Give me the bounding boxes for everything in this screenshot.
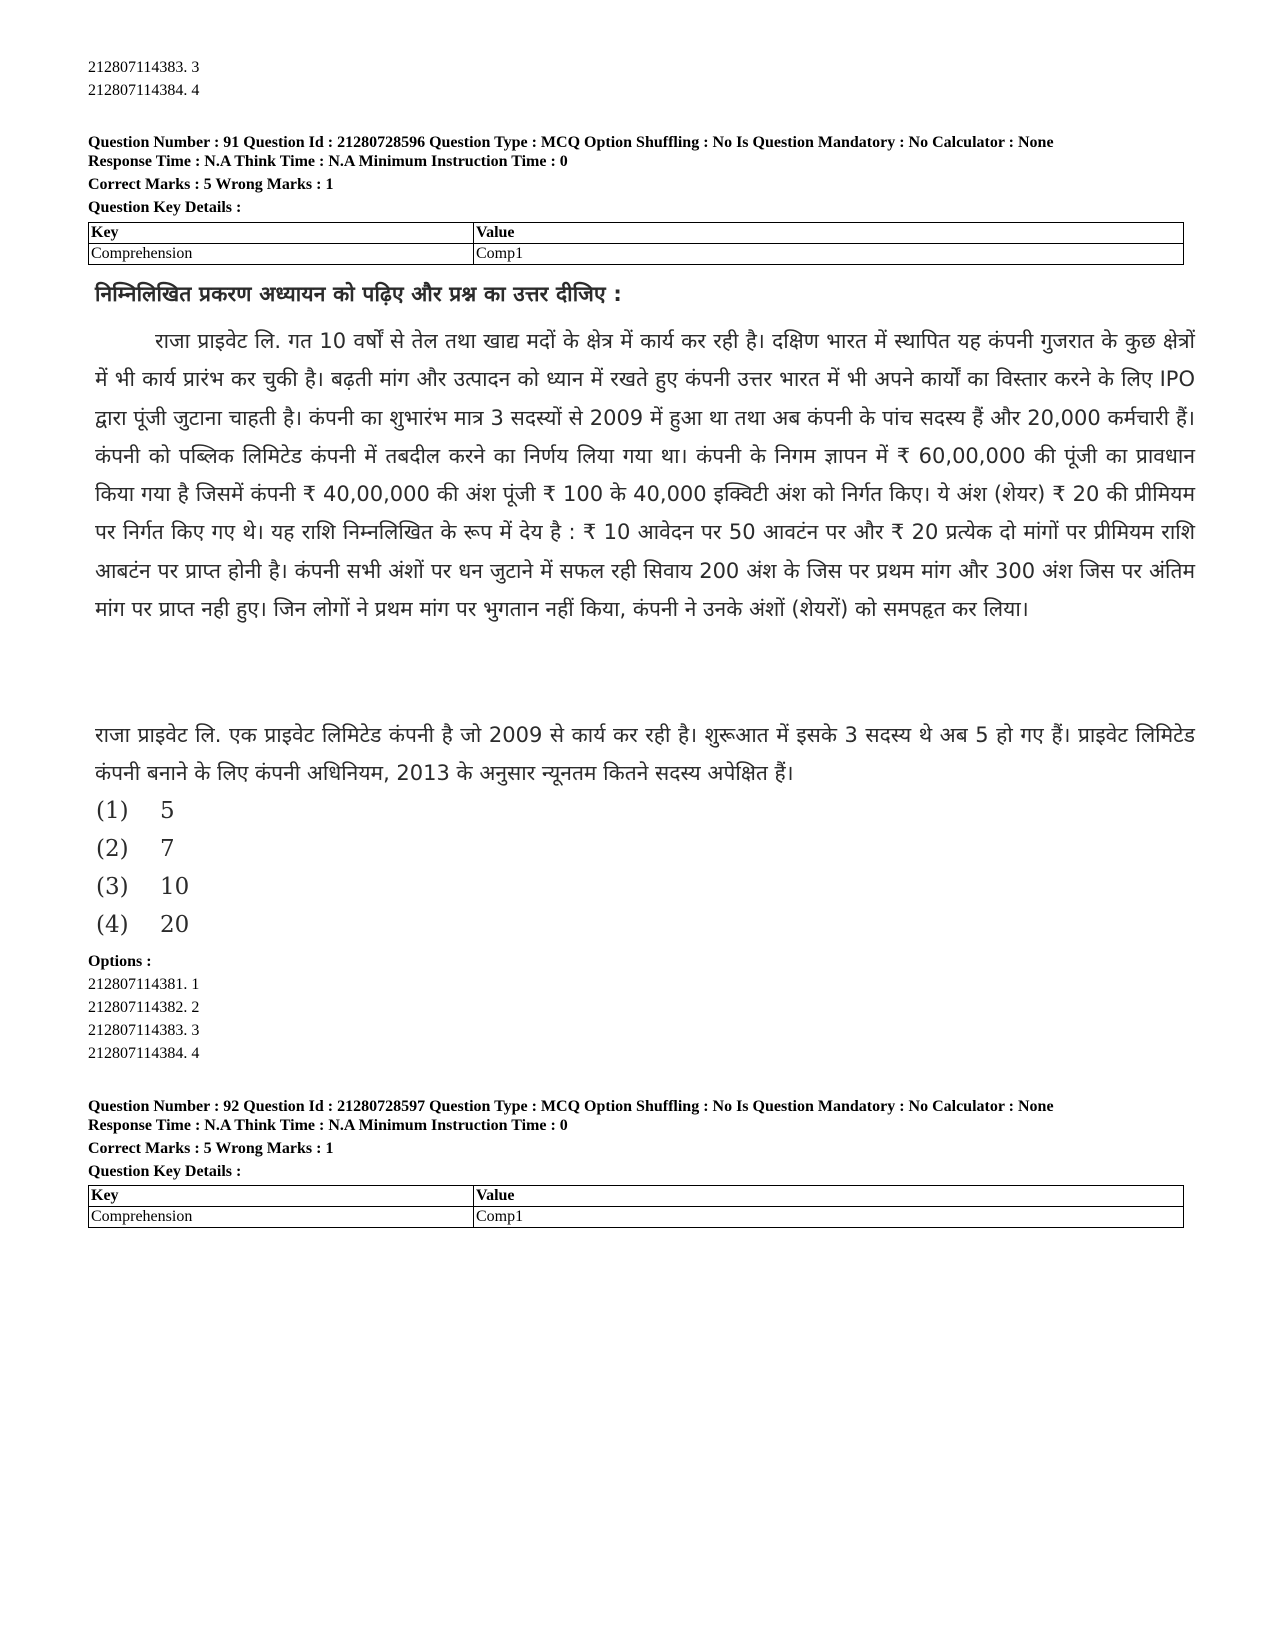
q92-meta-line1: Question Number : 92 Question Id : 21280728597 Question Type : MCQ Option Shuffling : No Is Question Mandatory : No Calculator : None [88, 1098, 1054, 1115]
table-row [89, 244, 1184, 265]
choice-number: (4) [96, 912, 129, 938]
q92-key-table [88, 1185, 1184, 1228]
choice-number: (2) [96, 836, 129, 862]
q91-marks: Correct Marks : 5 Wrong Marks : 1 [88, 176, 334, 193]
value-cell: Comp1 [474, 1207, 1184, 1228]
q91-key-table [88, 222, 1184, 265]
value-header: Value [474, 1186, 1184, 1207]
answer-choice [96, 912, 189, 938]
choice-text: 10 [160, 874, 190, 900]
option-line: 212807114381. 1 [88, 976, 200, 993]
table-row [89, 1207, 1184, 1228]
q91-key-details-label: Question Key Details : [88, 199, 242, 216]
choice-number: (3) [96, 874, 129, 900]
option-line: 212807114382. 2 [88, 999, 200, 1016]
answer-choice [96, 798, 175, 824]
option-line: 212807114383. 3 [88, 59, 200, 76]
choice-text: 5 [160, 798, 175, 824]
choice-number: (1) [96, 798, 129, 824]
answer-choice [96, 836, 175, 862]
choice-text: 7 [160, 836, 175, 862]
q91-meta-line2: Response Time : N.A Think Time : N.A Minimum Instruction Time : 0 [88, 153, 568, 170]
value-header: Value [474, 223, 1184, 244]
key-cell: Comprehension [89, 1207, 474, 1228]
passage-text [95, 322, 1195, 628]
passage-body: राजा प्राइवेट लि. गत 10 वर्षों से तेल तथा खाद्य मदों के क्षेत्र में कार्य कर रही है। दक्षिण भारत में स्थापित यह कंपनी गुजरात के कुछ क्षेत्रों में भी कार्य प्रारंभ कर चुकी है। बढ़ती मांग और उत्पादन को ध्यान में रखते हुए कंपनी उत्तर भारत में भी अपने कार्यों का विस्तार करने के लिए IPO द्वारा पूंजी जुटाना चाहती है। कंपनी का शुभारंभ मात्र 3 सदस्यों से 2009 में हुआ था तथा अब कंपनी के पांच सदस्य हैं और 20,000 कर्मचारी हैं। कंपनी को पब्लिक लिमिटेड कंपनी में तबदील करने का निर्णय लिया गया था। कंपनी के निगम ज्ञापन में ₹ 60,00,000 की पूंजी का प्रावधान किया गया है जिसमें कंपनी ₹ 40,00,000 की अंश पूंजी ₹ 100 के 40,000 इक्विटी अंश को निर्गत किए। ये अंश (शेयर) ₹ 20 की प्रीमियम पर निर्गत किए गए थे। यह राशि निम्नलिखित के रूप में देय है : ₹ 10 आवेदन पर 50 आवटंन पर और ₹ 20 प्रत्येक दो मांगों पर प्रीमियम राशि आबटंन पर प्राप्त होनी है। कंपनी सभी अंशों पर धन जुटाने में सफल रही सिवाय 200 अंश के जिस पर प्रथम मांग और 300 अंश जिस पर अंतिम मांग पर प्राप्त नही हुए। जिन लोगों ने प्रथम मांग पर भुगतान नहीं किया, कंपनी ने उनके अंशों (शेयरों) को समपहृत कर लिया। [95, 329, 1195, 622]
q92-key-details-label: Question Key Details : [88, 1163, 242, 1180]
value-cell: Comp1 [474, 244, 1184, 265]
key-header: Key [89, 223, 474, 244]
question-text: राजा प्राइवेट लि. एक प्राइवेट लिमिटेड कंपनी है जो 2009 से कार्य कर रही है। शुरूआत में इसके 3 सदस्य थे अब 5 हो गए हैं। प्राइवेट लिमिटेड कंपनी बनाने के लिए कंपनी अधिनियम, 2013 के अनुसार न्यूनतम कितने सदस्य अपेक्षित हैं। [95, 723, 1195, 786]
choice-text: 20 [160, 912, 190, 938]
option-line: 212807114384. 4 [88, 82, 200, 99]
answer-choice [96, 874, 189, 900]
passage-heading: निम्निलिखित प्रकरण अध्यायन को पढ़िए और प्रश्न का उत्तर दीजिए : [95, 282, 622, 306]
q92-meta-line2: Response Time : N.A Think Time : N.A Minimum Instruction Time : 0 [88, 1117, 568, 1134]
option-line: 212807114383. 3 [88, 1022, 200, 1039]
table-header-row [89, 223, 1184, 244]
q92-marks: Correct Marks : 5 Wrong Marks : 1 [88, 1140, 334, 1157]
option-line: 212807114384. 4 [88, 1045, 200, 1062]
q91-meta-line1: Question Number : 91 Question Id : 21280728596 Question Type : MCQ Option Shuffling : No Is Question Mandatory : No Calculator : None [88, 134, 1054, 151]
key-header: Key [89, 1186, 474, 1207]
table-header-row [89, 1186, 1184, 1207]
options-label: Options : [88, 953, 152, 970]
key-cell: Comprehension [89, 244, 474, 265]
